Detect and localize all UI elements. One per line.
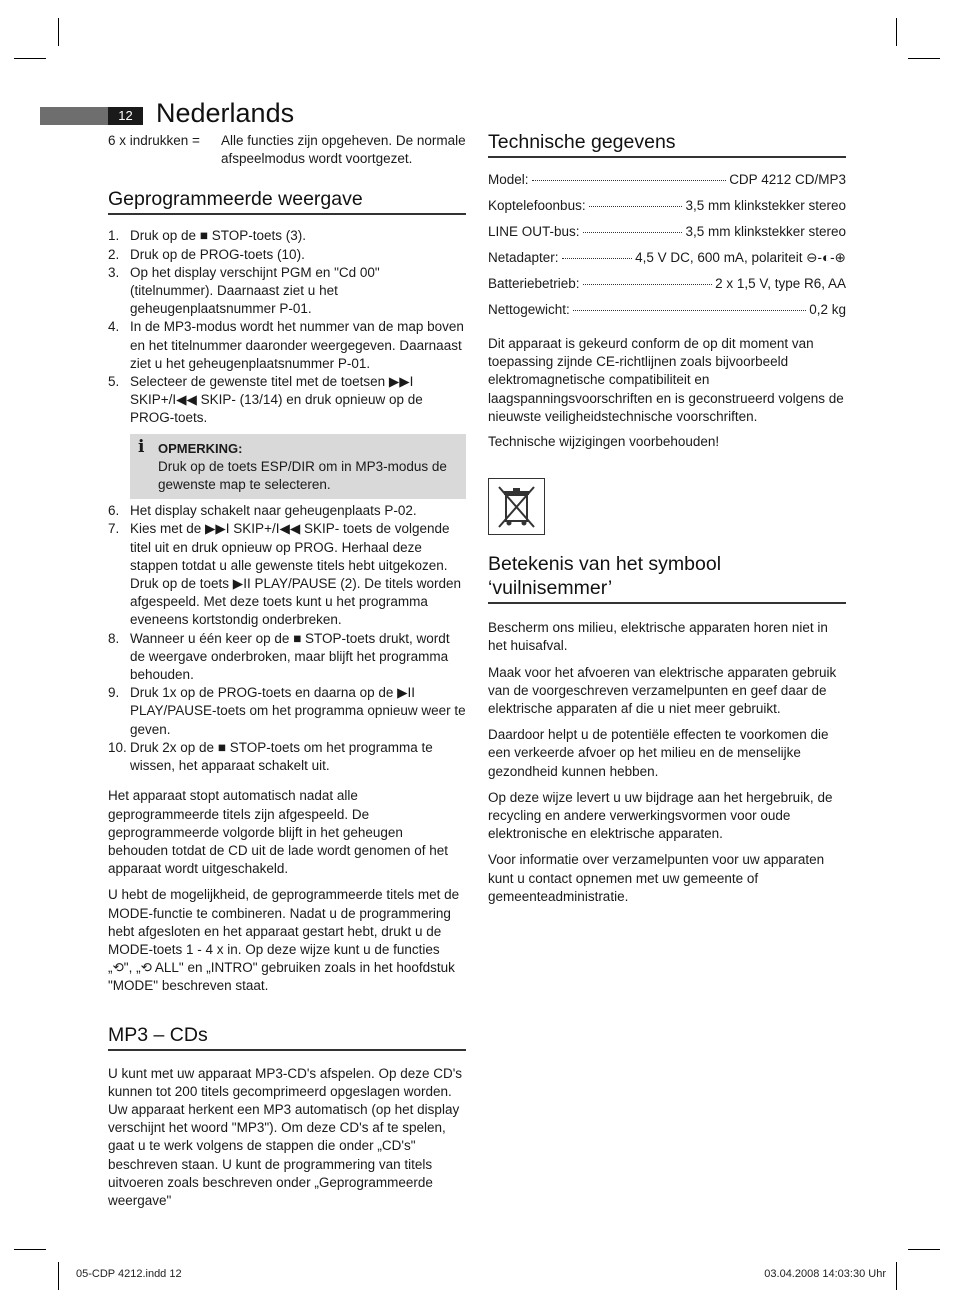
footer-file-info: 05-CDP 4212.indd 12 (76, 1268, 182, 1280)
list-item: 3. Op het display verschijnt PGM en "Cd 00" (titelnummer). Daarnaast ziet u het geheugenplaatsnummer P-01. (108, 264, 380, 317)
intro-row (108, 132, 466, 168)
list-item: 1. Druk op de ■ STOP-toets (3). (108, 228, 306, 244)
list-item: 10. Druk 2x op de ■ STOP-toets om het programma te wissen, het apparaat schakelt uit. (108, 739, 433, 774)
list-item: 9. Druk 1x op de PROG-toets en daarna op de ▶II PLAY/PAUSE-toets om het programma opnieuw weer te geven. (108, 685, 466, 737)
paragraph: Bescherm ons milieu, elektrische apparaten horen niet in het huisafval. (488, 620, 828, 654)
spec-row: Nettogewicht: 0,2 kg (488, 302, 846, 317)
paragraph: Daardoor helpt u de potentiële effecten te voorkomen die een verkeerde afvoer op het milieu en de menselijke gezondheid kunnen hebben. (488, 727, 829, 779)
section-heading-mp3: MP3 – CDs (108, 1023, 466, 1051)
paragraph: Dit apparaat is gekeurd conform de op dit moment van toepassing zijnde CE-richtlijnen zoals bijvoorbeeld elektromagnetische compatibiliteit en laagspanningsvoorschriften en is geconstrueerd volgens de nieuwste veiligheidstechnische voorschriften. (488, 336, 844, 424)
crop-mark (58, 18, 59, 46)
page-number: 12 (108, 107, 143, 125)
wheelie-bin-crossed-icon (488, 478, 545, 535)
crop-mark (896, 1262, 897, 1290)
paragraph: Maak voor het afvoeren van elektrische apparaten gebruik van de voorgeschreven verzamelpunten en geef daar de elektrische apparaten af die u niet meer gebruikt. (488, 664, 837, 717)
steps-list-continued (108, 502, 466, 775)
crop-mark (14, 1249, 46, 1250)
crop-mark (14, 58, 46, 59)
section-heading-tech: Technische gegevens (488, 130, 846, 158)
spec-row: LINE OUT-bus: 3,5 mm klinkstekker stereo (488, 224, 846, 239)
list-item: 5. Selecteer de gewenste titel met de toetsen ▶▶I SKIP+/I◀◀ SKIP- (13/14) en druk opnieuw op de PROG-toets. (108, 374, 423, 426)
list-item: 6. Het display schakelt naar geheugenplaats P-02. (108, 503, 417, 519)
paragraph: Het apparaat stopt automatisch nadat alle geprogrammeerde titels zijn afgespeeld. De geprogrammeerde volgorde blijft in het geheugen behouden totdat de CD uit de lade wordt genomen of het apparaat wordt uitgeschakeld. (108, 788, 448, 877)
page-title: Nederlands (156, 98, 295, 128)
crop-mark (908, 58, 940, 59)
note-text: Druk op de toets ESP/DIR om in MP3-modus de gewenste map te selecteren. (158, 458, 447, 493)
info-icon: i (138, 436, 145, 457)
list-item: 8. Wanneer u één keer op de ■ STOP-toets drukt, wordt de weergave onderbroken, maar blijft het programma behouden. (108, 630, 450, 683)
paragraph: U kunt met uw apparaat MP3-CD's afspelen. Op deze CD's kunnen tot 200 titels gecomprimeerd opgeslagen worden. Uw apparaat herkent een MP3 automatisch (op het display verschijnt het woord "MP3"). Om deze CD's af te spelen, gaat u te werk volgens de stappen die onder „CD's" beschreven staan. U kunt de programmering van titels uitvoeren zoals beschreven onder „Geprogrammeerde weergave" (108, 1065, 463, 1208)
note-box (130, 434, 466, 500)
list-item: 2. Druk op de PROG-toets (10). (108, 246, 305, 262)
paragraph: U hebt de mogelijkheid, de geprogrammeerde titels met de MODE-functie te combineren. Nadat u de programmering hebt afgesloten en het apparaat gestart hebt, drukt u de MODE-toets 1 - 4 x in. Op deze wijze kunt u de functies „⟲", „⟲ ALL" en „INTRO" gebruiken zoals in het hoofdstuk "MODE" beschreven staat. (108, 887, 460, 994)
crop-mark (896, 18, 897, 46)
intro-key: 6 x indrukken = (108, 133, 200, 148)
list-item: 4. In de MP3-modus wordt het nummer van de map boven en het titelnummer daaronder weergegeven. Daarnaast ziet u het geheugenplaatsnummer P-01. (108, 319, 464, 371)
spec-row: Batteriebetrieb: 2 x 1,5 V, type R6, AA (488, 276, 846, 291)
spec-row: Netadapter: 4,5 V DC, 600 mA, polariteit ⊖-◐-⊕ (488, 250, 846, 265)
footer-datetime: 03.04.2008 14:03:30 Uhr (764, 1268, 886, 1280)
steps-list (108, 227, 466, 427)
spec-table (488, 171, 846, 319)
section-heading-bin: Betekenis van het symbool ‘vuilnisemmer’ (488, 552, 846, 604)
right-column (488, 130, 846, 906)
left-column (108, 132, 466, 1210)
paragraph: Op deze wijze levert u uw bijdrage aan het hergebruik, de recycling en andere verwerkingsvormen voor oude elektronische en elektrische apparaten. (488, 789, 833, 842)
intro-value: Alle functies zijn opgeheven. De normale afspeelmodus wordt voortgezet. (221, 133, 466, 167)
crop-mark (908, 1249, 940, 1250)
paragraph: Technische wijzigingen voorbehouden! (488, 434, 720, 450)
section-heading-programmed: Geprogrammeerde weergave (108, 187, 466, 215)
spec-row: Koptelefoonbus: 3,5 mm klinkstekker stereo (488, 198, 846, 213)
note-title: OPMERKING: (158, 440, 243, 456)
spec-row: Model: CDP 4212 CD/MP3 (488, 172, 846, 187)
crop-mark (58, 1262, 59, 1290)
list-item: 7. Kies met de ▶▶I SKIP+/I◀◀ SKIP- toets de volgende titel uit en druk opnieuw op PROG. Herhaal deze stappen totdat u alle gewenste titels hebt uitgekozen. Druk op de toets ▶II PLAY/PAUSE (2). De titels worden afgespeeld. Met deze toets kunt u het programma eveneens kortstondig onderbreken. (108, 521, 462, 628)
paragraph: Voor informatie over verzamelpunten voor uw apparaten kunt u contact opnemen met uw gemeente of gemeenteadministratie. (488, 852, 825, 904)
